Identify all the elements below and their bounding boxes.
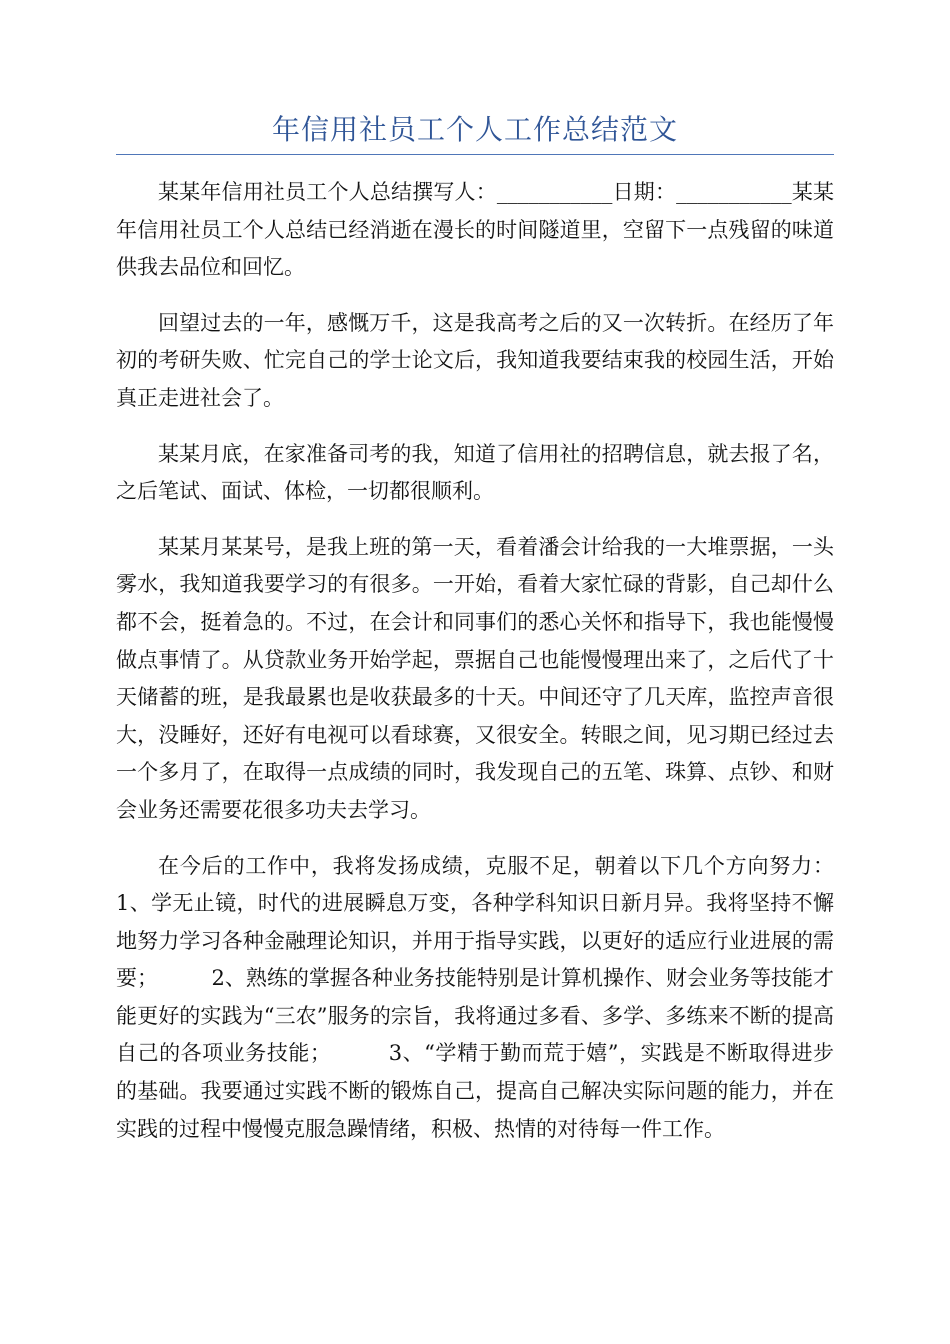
paragraph-first-day: 某某月某某号，是我上班的第一天，看着潘会计给我的一大堆票据，一头雾水，我知道我要学习的有很多。一开始，看着大家忙碌的背影，自己却什么都不会，挺着急的。不过，在会计和同事们的悉心关怀和指导下，我也能慢慢做点事情了。从贷款业务开始学起，票据自己也能慢慢理出来了，之后代了十天储蓄的班，是我最累也是收获最多的十天。中间还守了几天库，监控声音很大，没睡好，还好有电视可以看球赛，又很安全。转眼之间，见习期已经过去一个多月了，在取得一点成绩的同时，我发现自己的五笔、珠算、点钞、和财会业务还需要花很多功夫去学习。: [116, 534, 834, 822]
document-body: [116, 174, 861, 1166]
paragraph-recruitment: 某某月底，在家准备司考的我，知道了信用社的招聘信息，就去报了名，之后笔试、面试、体检，一切都很顺利。: [116, 441, 834, 504]
paragraph-future-plans: 在今后的工作中，我将发扬成绩，克服不足，朝着以下几个方向努力： 1、学无止镜，时代的进展瞬息万变，各种学科知识日新月异。我将坚持不懈地努力学习各种金融理论知识，并用于指导实践，以更好的适应行业进展的需要； 2、熟练的掌握各种业务技能特别是计算机操作、财会业务等技能才能更好的实践为“三农”服务的宗旨，我将通过多看、多学、多练来不断的提高自己的各项业务技能； 3、“学精于勤而荒于嬉”，实践是不断取得进步的基础。我要通过实践不断的锻炼自己，提高自己解决实际问题的能力，并在实践的过程中慢慢克服急躁情绪，积极、热情的对待每一件工作。: [116, 853, 861, 1141]
document-title: 年信用社员工个人工作总结范文: [271, 113, 678, 146]
title-underline-rule: [116, 154, 834, 155]
paragraph-looking-back: 回望过去的一年，感慨万千，这是我高考之后的又一次转折。在经历了年初的考研失败、忙完自己的学士论文后，我知道我要结束我的校园生活，开始真正走进社会了。: [116, 310, 834, 410]
paragraph-intro: 某某年信用社员工个人总结撰写人：___________日期：___________某某年信用社员工个人总结已经消逝在漫长的时间隧道里，空留下一点残留的味道供我去品位和回忆。: [116, 180, 834, 280]
